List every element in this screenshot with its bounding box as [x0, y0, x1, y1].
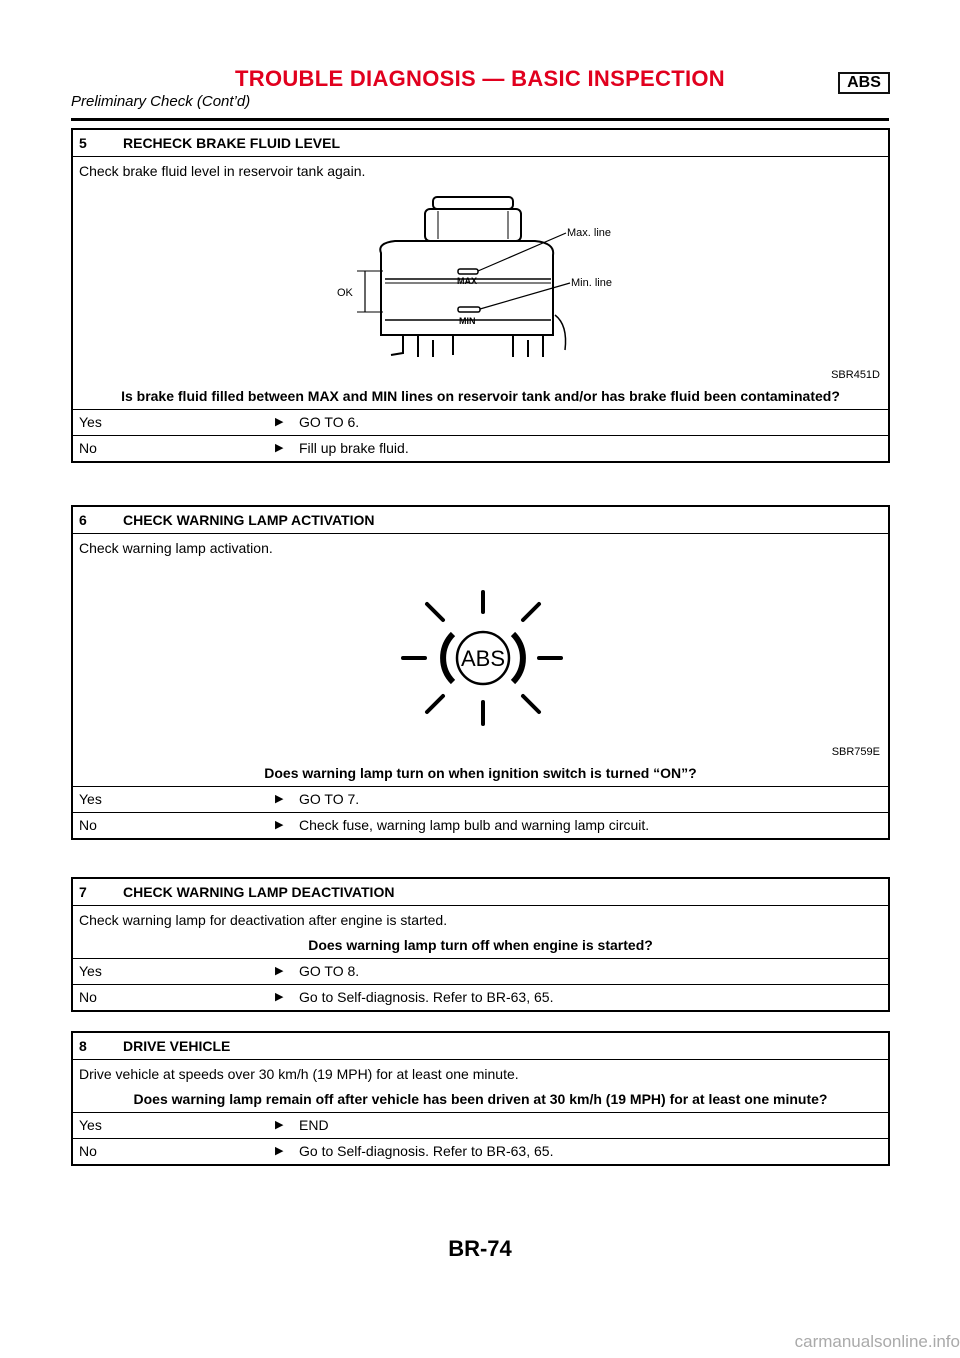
max-line-label: Max. line [567, 227, 612, 239]
answer-action: GO TO 8. [299, 963, 360, 979]
answer-action: Check fuse, warning lamp bulb and warning lamp circuit. [299, 817, 650, 833]
arrow-icon: ▶ [275, 1119, 284, 1131]
watermark: carmanualsonline.info [794, 1332, 960, 1351]
arrow-icon: ▶ [275, 965, 284, 977]
step-title: RECHECK BRAKE FLUID LEVEL [123, 135, 341, 151]
ok-label: OK [337, 287, 353, 299]
page-title: TROUBLE DIAGNOSIS — BASIC INSPECTION [235, 66, 725, 91]
reservoir-tank-illustration [73, 185, 888, 385]
step-number: 5 [79, 135, 87, 151]
step-question: Is brake fluid filled between MAX and MIN lines on reservoir tank and/or has brake fluid been contaminated? [121, 388, 840, 404]
min-mark: MIN [459, 316, 476, 326]
step-description: Drive vehicle at speeds over 30 km/h (19 MPH) for at least one minute. [79, 1066, 519, 1082]
answer-row-no [73, 1138, 888, 1164]
header-divider [71, 118, 889, 121]
answer-label: No [79, 440, 97, 456]
answer-row-no [73, 984, 888, 1010]
warning-lamp-figure [73, 562, 888, 762]
answer-label: No [79, 1143, 97, 1159]
step-7-box [71, 877, 890, 1012]
abs-lamp-text: ABS [460, 646, 506, 671]
step-title: CHECK WARNING LAMP ACTIVATION [123, 512, 375, 528]
arrow-icon: ▶ [275, 819, 284, 831]
step-question: Does warning lamp turn on when ignition switch is turned “ON”? [264, 765, 697, 781]
step-6-box [71, 505, 890, 840]
min-line-label: Min. line [571, 277, 612, 289]
answer-label: No [79, 989, 97, 1005]
step-8-header [73, 1033, 888, 1060]
answer-label: Yes [79, 791, 102, 807]
answer-label: No [79, 817, 97, 833]
answer-row-yes [73, 1112, 888, 1138]
answer-action: GO TO 7. [299, 791, 360, 807]
answer-row-yes [73, 958, 888, 984]
abs-lamp-illustration [73, 562, 888, 762]
figure-code: SBR451D [831, 369, 880, 381]
abs-badge: ABS [838, 72, 890, 94]
step-7-header [73, 879, 888, 906]
step-number: 7 [79, 884, 87, 900]
answer-label: Yes [79, 1117, 102, 1133]
step-description: Check warning lamp activation. [79, 540, 273, 556]
step-question: Does warning lamp turn off when engine is started? [308, 937, 653, 953]
arrow-icon: ▶ [275, 416, 284, 428]
answer-row-no [73, 812, 888, 838]
arrow-icon: ▶ [275, 442, 284, 454]
reservoir-figure [73, 185, 888, 385]
step-5-header [73, 130, 888, 157]
step-description: Check warning lamp for deactivation after engine is started. [79, 912, 448, 928]
answer-label: Yes [79, 414, 102, 430]
step-title: DRIVE VEHICLE [123, 1038, 231, 1054]
section-subtitle: Preliminary Check (Cont’d) [71, 93, 251, 110]
max-mark: MAX [457, 276, 477, 286]
step-5-box [71, 128, 890, 463]
answer-action: Go to Self-diagnosis. Refer to BR-63, 65. [299, 989, 554, 1005]
answer-action: Fill up brake fluid. [299, 440, 409, 456]
step-title: CHECK WARNING LAMP DEACTIVATION [123, 884, 395, 900]
step-number: 6 [79, 512, 87, 528]
step-8-box [71, 1031, 890, 1166]
step-number: 8 [79, 1038, 87, 1054]
answer-label: Yes [79, 963, 102, 979]
step-question: Does warning lamp remain off after vehicle has been driven at 30 km/h (19 MPH) for at least one minute? [133, 1091, 828, 1107]
page-number: BR-74 [448, 1236, 512, 1261]
answer-row-yes [73, 786, 888, 812]
step-6-header [73, 507, 888, 534]
answer-action: Go to Self-diagnosis. Refer to BR-63, 65. [299, 1143, 554, 1159]
answer-action: GO TO 6. [299, 414, 360, 430]
arrow-icon: ▶ [275, 793, 284, 805]
arrow-icon: ▶ [275, 991, 284, 1003]
arrow-icon: ▶ [275, 1145, 284, 1157]
answer-action: END [299, 1117, 329, 1133]
step-description: Check brake fluid level in reservoir tank again. [79, 163, 366, 179]
answer-row-yes [73, 409, 888, 435]
figure-code: SBR759E [831, 746, 880, 758]
answer-row-no [73, 435, 888, 461]
